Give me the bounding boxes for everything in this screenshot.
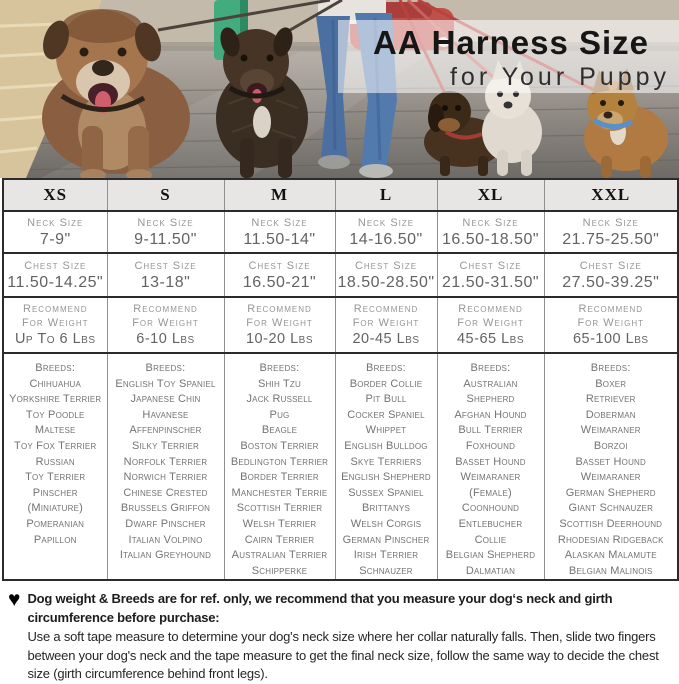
weight-label-1: Recommend	[133, 302, 198, 315]
neck-size-row	[3, 211, 678, 253]
column-header-xl: XL	[437, 179, 544, 211]
column-header-xxl: XXL	[544, 179, 678, 211]
breeds-list	[225, 377, 335, 580]
breed-item: Jack Russell	[246, 393, 313, 406]
breed-item: Weimaraner	[580, 471, 641, 484]
neck-size-label: Neck Size	[462, 216, 519, 229]
breed-item: Papillon	[33, 533, 77, 546]
size-chart-table	[2, 178, 679, 581]
chest-size-label: Chest Size	[459, 259, 522, 272]
column-header-xs: XS	[3, 179, 107, 211]
breed-item: Australian Terrier	[231, 549, 328, 562]
breed-item: Shepherd	[466, 393, 515, 406]
neck-size-cell	[335, 211, 437, 253]
breeds-list	[108, 377, 224, 564]
weight-value: 45-65 Lbs	[456, 330, 525, 347]
chest-size-row	[3, 253, 678, 297]
weight-value: 20-45 Lbs	[352, 330, 420, 347]
breed-item: Retriever	[585, 393, 636, 406]
column-header-l: L	[335, 179, 437, 211]
breed-item: Collie	[474, 533, 507, 546]
breed-item: Afghan Hound	[454, 408, 527, 421]
chest-size-value: 18.50-28.50"	[337, 273, 435, 291]
breed-item: Schipperke	[251, 564, 308, 577]
breed-item: Entlebucher	[458, 517, 523, 530]
neck-size-cell	[437, 211, 544, 253]
neck-size-value: 11.50-14"	[243, 230, 316, 248]
banner-title: AA Harness Size	[372, 24, 650, 61]
breed-item: Basset Hound	[455, 455, 526, 468]
heart-icon: ♥	[8, 588, 21, 612]
banner-subtitle: for Your Puppy	[449, 63, 670, 91]
breed-item: Weimaraner	[580, 424, 641, 437]
weight-cell	[107, 297, 224, 353]
weight-label-2: For Weight	[352, 316, 420, 329]
weight-label-2: For Weight	[246, 316, 313, 329]
weight-value: 65-100 Lbs	[572, 330, 649, 347]
breeds-cell	[437, 353, 544, 580]
breed-item: Chinese Crested	[123, 486, 208, 499]
weight-label-2: For Weight	[577, 316, 645, 329]
chest-size-cell	[437, 253, 544, 297]
chest-size-value: 13-18"	[140, 273, 191, 291]
breed-item: (Miniature)	[27, 502, 83, 515]
breeds-cell	[3, 353, 107, 580]
column-header-s: S	[107, 179, 224, 211]
size-header-row	[3, 179, 678, 211]
breeds-list	[545, 377, 678, 580]
breed-item: Alaskan Malamute	[564, 549, 657, 562]
neck-size-value: 16.50-18.50"	[441, 230, 540, 248]
breed-item: Welsh Corgis	[350, 517, 422, 530]
breed-item: Schnauzer	[359, 564, 413, 577]
neck-size-value: 21.75-25.50"	[562, 230, 660, 248]
breed-item: Dalmatian	[465, 564, 516, 577]
breed-item: (Female)	[469, 486, 512, 499]
breed-item: Doberman	[585, 408, 636, 421]
breed-item: Italian Greyhound	[119, 549, 212, 562]
breed-item: Shih Tzu	[258, 377, 301, 390]
measurement-note	[0, 581, 679, 684]
weight-value: 10-20 Lbs	[245, 330, 314, 347]
chest-size-label: Chest Size	[24, 259, 87, 272]
chest-size-value: 27.50-39.25"	[562, 273, 660, 291]
weight-cell	[3, 297, 107, 353]
breeds-cell	[107, 353, 224, 580]
breed-item: Whippet	[365, 424, 407, 437]
breed-item: Skye Terriers	[350, 455, 422, 468]
breed-item: German Pinscher	[342, 533, 430, 546]
breed-item: Irish Terrier	[353, 549, 419, 562]
neck-size-cell	[544, 211, 678, 253]
weight-value: Up To 6 Lbs	[14, 330, 96, 347]
breed-item: Beagle	[261, 424, 298, 437]
breed-item: Border Collie	[349, 377, 423, 390]
breed-item: Coonhound	[461, 502, 520, 515]
breed-item: Brussels Griffon	[120, 502, 211, 515]
breed-item: Belgian Shepherd	[445, 549, 536, 562]
chest-size-cell	[3, 253, 107, 297]
breed-item: Norwich Terrier	[123, 471, 208, 484]
breed-item: Toy Poodle	[25, 408, 85, 421]
breed-item: Italian Volpino	[128, 533, 203, 546]
breed-item: Basset Hound	[575, 455, 647, 468]
breed-item: German Shepherd	[565, 486, 656, 499]
neck-size-value: 9-11.50"	[134, 230, 197, 248]
chest-size-label: Chest Size	[579, 259, 642, 272]
neck-size-label: Neck Size	[251, 216, 308, 229]
breed-item: Manchester Terrie	[231, 486, 328, 499]
neck-size-value: 14-16.50"	[349, 230, 423, 248]
breeds-label: Breeds:	[470, 362, 511, 374]
weight-label-1: Recommend	[23, 302, 88, 315]
breed-item: English Bulldog	[344, 439, 428, 452]
breeds-label: Breeds:	[365, 362, 407, 374]
breeds-row	[3, 353, 678, 580]
breed-item: Border Terrier	[240, 471, 319, 484]
breed-item: Cairn Terrier	[244, 533, 315, 546]
neck-size-cell	[224, 211, 335, 253]
neck-size-cell	[3, 211, 107, 253]
breeds-list	[4, 377, 107, 549]
breed-item: Brittanys	[361, 502, 411, 515]
neck-size-label: Neck Size	[357, 216, 415, 229]
breed-item: Silky Terrier	[131, 439, 200, 452]
breed-item: Bull Terrier	[458, 424, 523, 437]
breeds-cell	[544, 353, 678, 580]
breed-item: Toy Terrier	[25, 471, 86, 484]
chest-size-label: Chest Size	[134, 259, 197, 272]
weight-value: 6-10 Lbs	[136, 330, 195, 347]
breed-item: Chihuahua	[29, 377, 82, 390]
breed-item: Russian	[35, 455, 75, 468]
breed-item: Maltese	[34, 424, 76, 437]
breed-item: Norfolk Terrier	[123, 455, 208, 468]
weight-label-1: Recommend	[247, 302, 312, 315]
breed-item: Boxer	[595, 377, 627, 390]
chest-size-cell	[224, 253, 335, 297]
weight-label-1: Recommend	[458, 302, 523, 315]
breed-item: Affenpinscher	[129, 424, 202, 437]
weight-label-2: For Weight	[457, 316, 524, 329]
chest-size-value: 16.50-21"	[242, 273, 317, 291]
breed-item: Pinscher	[32, 486, 78, 499]
breed-item: Bedlington Terrier	[230, 455, 329, 468]
chest-size-value: 11.50-14.25"	[7, 273, 104, 291]
breed-item: Yorkshire Terrier	[9, 393, 102, 406]
breed-item: Pomeranian	[26, 517, 85, 530]
breed-item: Japanese Chin	[130, 393, 201, 406]
breeds-list	[336, 377, 437, 580]
weight-row	[3, 297, 678, 353]
footer-body: Use a soft tape measure to determine your dog's neck size where her collar naturally falls. Then, slide two fingers between your dog's neck and the tape measure to get the final neck size, follow the same way to decide the chest size (girth circumference behind front legs).	[27, 629, 659, 682]
banner-photo	[0, 0, 679, 178]
chest-size-cell	[544, 253, 678, 297]
chest-size-cell	[107, 253, 224, 297]
breeds-label: Breeds:	[145, 362, 186, 374]
neck-size-label: Neck Size	[137, 216, 194, 229]
weight-label-2: For Weight	[132, 316, 199, 329]
breed-item: Cocker Spaniel	[347, 408, 425, 421]
breed-item: Sussex Spaniel	[348, 486, 424, 499]
breed-item: Foxhound	[465, 439, 516, 452]
breed-item: Borzoi	[593, 439, 628, 452]
neck-size-label: Neck Size	[27, 216, 84, 229]
neck-size-value: 7-9"	[39, 230, 71, 248]
weight-cell	[544, 297, 678, 353]
breeds-list	[438, 377, 544, 580]
weight-label-1: Recommend	[353, 302, 419, 315]
neck-size-cell	[107, 211, 224, 253]
breed-item: Toy Fox Terrier	[14, 439, 97, 452]
chest-size-cell	[335, 253, 437, 297]
chest-size-label: Chest Size	[248, 259, 311, 272]
chest-size-value: 21.50-31.50"	[441, 273, 540, 291]
breeds-cell	[335, 353, 437, 580]
weight-cell	[437, 297, 544, 353]
chest-size-label: Chest Size	[354, 259, 418, 272]
breed-item: English Shepherd	[341, 471, 431, 484]
breed-item: Pit Bull	[365, 393, 407, 406]
footer-heading: Dog weight & Breeds are for ref. only, we recommend that you measure your dog‘s neck and girth circumference before purchase:	[27, 591, 613, 625]
breed-item: Dwarf Pinscher	[125, 517, 206, 530]
weight-label-2: For Weight	[21, 316, 89, 329]
breed-item: Boston Terrier	[240, 439, 319, 452]
neck-size-label: Neck Size	[582, 216, 639, 229]
breed-item: Rhodesian Ridgeback	[557, 533, 664, 546]
breeds-cell	[224, 353, 335, 580]
weight-cell	[224, 297, 335, 353]
weight-cell	[335, 297, 437, 353]
weight-label-1: Recommend	[578, 302, 643, 315]
breed-item: Australian	[463, 377, 518, 390]
breed-item: Weimaraner	[460, 471, 521, 484]
breed-item: Welsh Terrier	[242, 517, 317, 530]
breed-item: Scottish Terrier	[236, 502, 323, 515]
column-header-m: M	[224, 179, 335, 211]
breeds-label: Breeds:	[259, 362, 300, 374]
breed-item: Havanese	[142, 408, 189, 421]
footer-text	[27, 590, 671, 684]
breed-item: Pug	[269, 408, 290, 421]
breed-item: Scottish Deerhound	[559, 517, 663, 530]
breed-item: Giant Schnauzer	[568, 502, 654, 515]
breed-item: Belgian Malinois	[568, 564, 653, 577]
breeds-label: Breeds:	[35, 362, 76, 374]
breed-item: English Toy Spaniel	[115, 377, 216, 390]
breeds-label: Breeds:	[590, 362, 631, 374]
